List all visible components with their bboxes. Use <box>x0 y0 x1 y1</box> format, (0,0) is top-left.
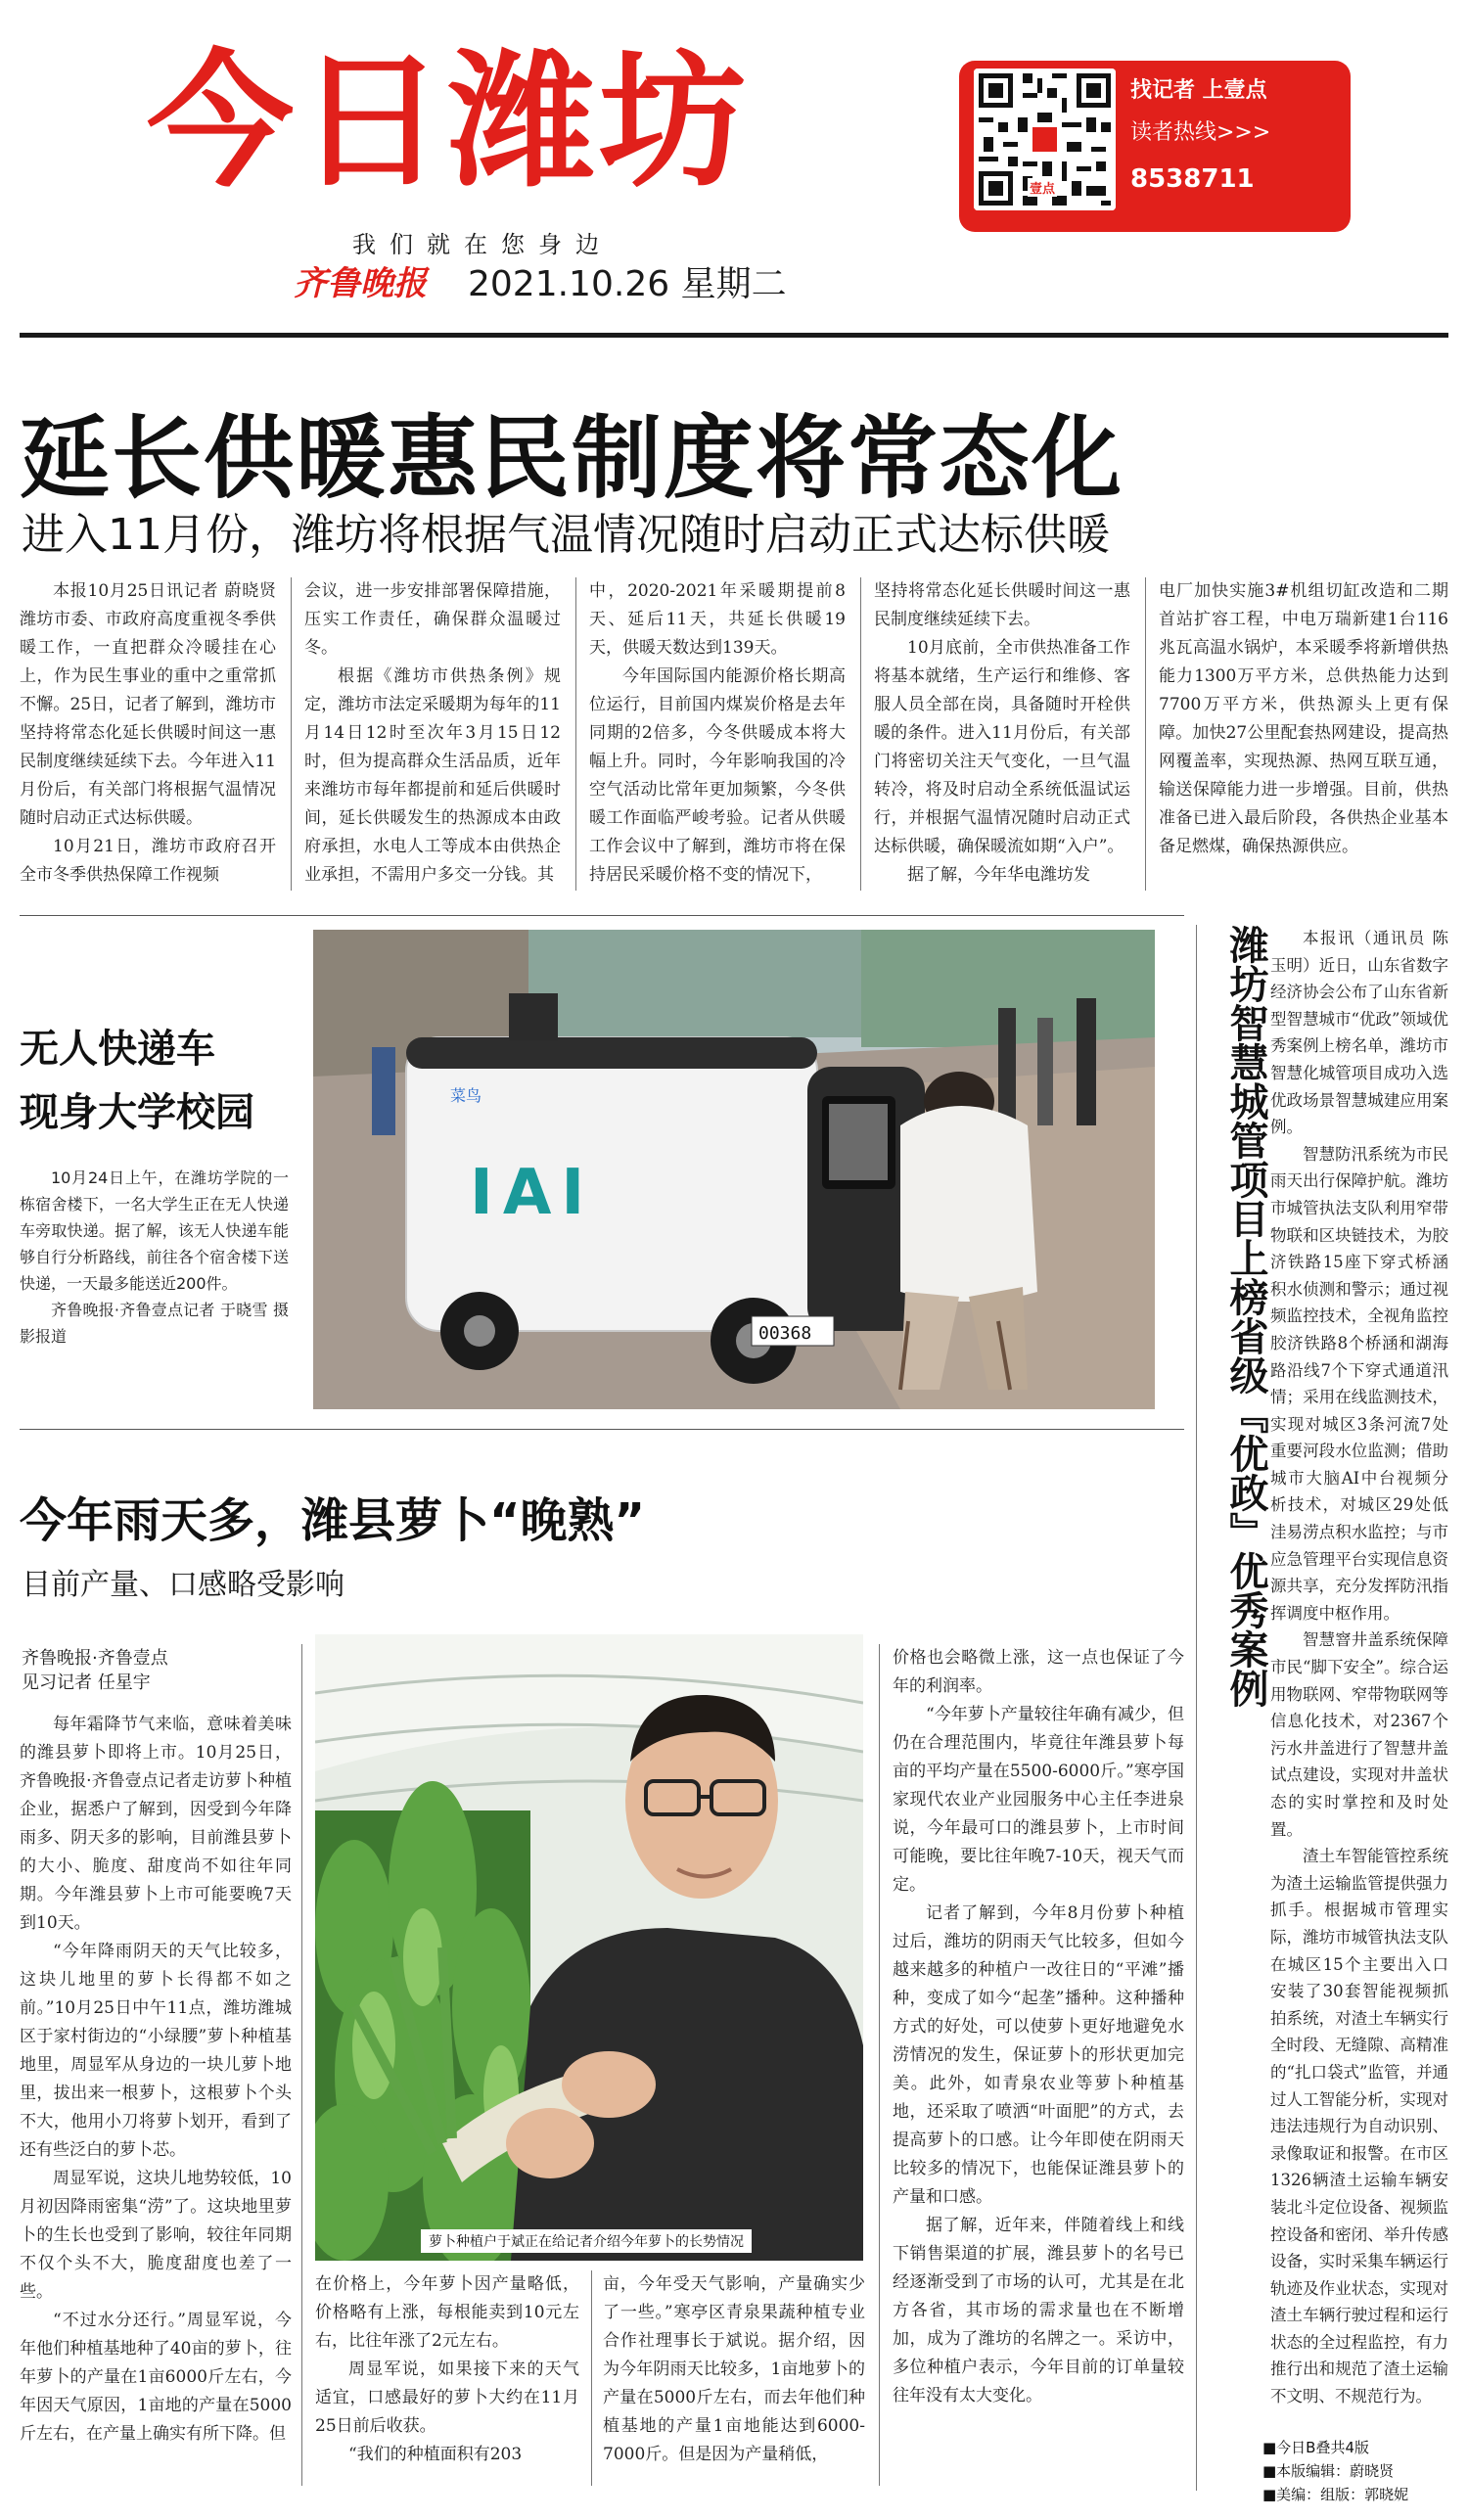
column-divider <box>1145 577 1146 891</box>
column-divider <box>879 1644 880 2486</box>
radish-para: “今年降雨阴天的天气比较多，这块儿地里的萝卜长得都不如之前。”10月25日中午11点，潍坊潍城区于家村街边的“小绿腰”萝卜种植基地里，周显军从身边的一块儿萝卜地里，拔出来一根萝卜，这根萝卜个头不大，他用小刀将萝卜划开，看到了还有些泛白的萝卜芯。 <box>20 1942 292 2160</box>
radish-para: “今年萝卜产量较往年确有减少，但仍在合理范围内，毕竟往年潍县萝卜每亩的平均产量在5500-6000斤。”寒亭国家现代农业产业园服务中心主任李进泉说，今年最可口的潍县萝卜，上市时间可能晚，要比往年晚7-10天，视天气而定。 <box>893 1705 1184 1895</box>
radish-para: “我们的种植面积有203 <box>348 2445 523 2464</box>
lead-col2-para: 根据《潍坊市供热条例》规定，潍坊市法定采暖期为每年的11月14日12时至次年3月15日12时，但为提高群众生活品质，近年来潍坊市每年都提前和延后供暖时间，延长供暖发生的热源成本由政府承担，水电人工等成本由供热企业承担，不需用户多交一分钱。其 <box>304 666 561 885</box>
column-divider <box>575 577 576 891</box>
radish-left-column <box>20 1711 292 2484</box>
radish-para: 周显军说，这块儿地势较低，10月初因降雨密集“涝”了。这块地里萝卜的生长也受到了影响，较往年同期不仅个头不大，脆度甜度也差了一些。 <box>20 2169 292 2302</box>
hotline-line2: 读者热线>>> <box>1130 120 1271 145</box>
column-divider <box>301 1644 302 2486</box>
express-headline-line1: 无人快递车 <box>20 1027 215 1072</box>
qr-brand-label: 壹点 <box>1028 178 1057 197</box>
masthead-rule <box>20 333 1448 338</box>
radish-photo-caption: 萝卜种植户于斌正在给记者介绍今年萝卜的长势情况 <box>421 2229 752 2253</box>
smart-city-para: 智慧窨井盖系统保障市民“脚下安全”。综合运用物联网、窄带物联网等信息化技术，对2367个污水井盖进行了智慧井盖试点建设，实现对井盖状态的实时掌控和及时处置。 <box>1270 1630 1448 1839</box>
lead-column-1 <box>20 577 276 915</box>
lead-col5-para: 电厂加快实施3#机组切缸改造和二期首站扩容工程，中电万瑞新建1台116兆瓦高温水锅炉，本采暖季将新增供热能力1300万平方米，总供热能力达到7700万平方米，供热源头上更有保障。加快27公里配套热网建设，提高热网覆盖率，实现热源、热网互联互通，输送保障能力进一步增强。目前，供热准备已进入最后阶段，各供热企业基本备足燃煤，确保热源供应。 <box>1159 581 1448 856</box>
lead-col4-para: 10月底前，全市供热准备工作将基本就绪，生产运行和维修、客服人员全部在岗，具备随时开栓供暖的条件。进入11月份后，有关部门将密切关注天气变化，一旦气温转冷，将及时启动全系统低温试运行，并根据气温情况随时启动正式达标供暖，确保暖流如期“入户”。 <box>874 638 1130 856</box>
radish-bottom-column-1 <box>315 2270 579 2486</box>
column-divider <box>291 577 292 891</box>
smart-city-para: 渣土车智能管控系统为渣土运输监管提供强力抓手。根据城市管理实际，潍坊市城管执法支队在城区15个主要出入口安装了30套智能视频抓拍系统，对渣土车辆实行全时段、无缝隙、高精准的“扎口袋式”监管，并通过人工智能分析，实现对违法违规行为自动识别、录像取证和报警。在市区1326辆渣土运输车辆安装北斗定位设备、视频监控设备和密闭、举升传感设备，实时采集车辆运行轨迹及作业状态，实现对渣土车辆行驶过程和运行状态的全过程监控，有力推行出和规范了渣土运输不文明、不规范行为。 <box>1270 1847 1448 2406</box>
radish-para: 亩，今年受天气影响，产量确实少了一些。”寒亭区青泉果蔬种植专业合作社理事长于斌说。据介绍，因为今年阴雨天比较多，1亩地萝卜的产量在5000斤左右，而去年他们种植基地的产量1亩地能达到6000-7000斤。但是因为产量稍低， <box>603 2274 865 2464</box>
footer-edition-count: ■今日B叠共4版 <box>1262 2439 1370 2456</box>
express-body-text: 10月24日上午，在潍坊学院的一栋宿舍楼下，一名大学生正在无人快递车旁取快递。据了解，该无人快递车能够自行分析路线，前往各个宿舍楼下送快递，一天最多能送近200件。 <box>20 1168 289 1293</box>
column-divider <box>591 2270 592 2486</box>
radish-right-column <box>893 1644 1184 2486</box>
radish-byline-2: 见习记者 任星宇 <box>22 1672 151 1693</box>
radish-para: 价格也会略微上涨，这一点也保证了今年的利润率。 <box>893 1648 1184 1696</box>
express-headline-line2: 现身大学校园 <box>20 1090 254 1135</box>
radish-subhead: 目前产量、口感略受影响 <box>22 1568 344 1602</box>
newspaper-name: 齐鲁晚报 <box>294 264 427 303</box>
lead-column-3 <box>589 577 846 915</box>
lead-column-5 <box>1159 577 1448 915</box>
hotline-number[interactable]: 8538711 <box>1130 164 1255 194</box>
lead-column-4 <box>874 577 1130 915</box>
lead-col1-para: 本报10月25日讯记者 蔚晓贤 潍坊市委、市政府高度重视冬季供暖工作，一直把群众冷暖挂在心上，作为民生事业的重中之重常抓不懈。25日，记者了解到，潍坊市坚持将常态化延长供暖时间这一惠民制度继续延续下去。今年进入11月份后，有关部门将根据气温情况随时启动正式达标供暖。 <box>20 581 276 828</box>
lead-headline: 延长供暖惠民制度将常态化 <box>20 406 1124 511</box>
express-body <box>20 1165 289 1380</box>
masthead-slogan: 我们就在您身边 <box>352 231 613 258</box>
radish-farmer-photo <box>315 1634 863 2261</box>
lead-col4-para: 坚持将常态化延长供暖时间这一惠民制度继续延续下去。 <box>874 581 1130 629</box>
vehicle-brand-logo: 菜鸟 <box>450 1086 482 1105</box>
radish-para: 周显军说，如果接下来的天气适宜，口感最好的萝卜大约在11月25日前后收获。 <box>315 2360 579 2436</box>
express-vehicle-photo <box>313 930 1155 1409</box>
radish-para: 记者了解到，今年8月份萝卜种植过后，潍坊的阴雨天气比较多，但如今越来越多的种植户一改往日的“平滩”播种，变成了如今“起垄”播种。这种播种方式的好处，可以使萝卜更好地避免水涝情况的发生，保证萝卜的形状更加完美。此外，如青泉农业等萝卜种植基地，还采取了喷洒“叶面肥”的方式，去提高萝卜的口感。让今年即使在阴雨天比较多的情况下，也能保证潍县萝卜的产量和口感。 <box>893 1903 1184 2207</box>
lead-col1-para: 10月21日，潍坊市政府召开全市冬季供热保障工作视频 <box>20 837 276 885</box>
lead-col4-para: 据了解，今年华电潍坊发 <box>907 865 1090 885</box>
express-byline: 齐鲁晚报·齐鲁壹点记者 于晓雪 摄影报道 <box>20 1301 289 1346</box>
radish-para: “不过水分还行。”周显军说，今年他们种植基地种了40亩的萝卜，往年萝卜的产量在1亩6000斤左右，今年因天气原因，1亩地的产量在5000斤左右，在产量上确实有所下降。但 <box>20 2311 292 2444</box>
smart-city-headline: 潍坊智慧城管项目上榜省级『优政』优秀案例 <box>1223 925 1268 1708</box>
hotline-line1: 找记者 上壹点 <box>1130 78 1267 103</box>
lead-col3-para: 今年国际国内能源价格长期高位运行，目前国内煤炭价格是去年同期的2倍多，今冬供暖成本将大幅上升。同时，今年影响我国的冷空气活动比常年更加频繁，今冬供暖工作面临严峻考验。记者从供暖工作会议中了解到，潍坊市将在保持居民采暖价格不变的情况下， <box>589 666 846 885</box>
vehicle-plate: 00368 <box>758 1323 812 1344</box>
column-divider <box>1196 925 1197 2491</box>
radish-byline-1: 齐鲁晚报·齐鲁壹点 <box>22 1648 168 1669</box>
radish-bottom-column-2 <box>603 2270 865 2486</box>
smart-city-para: 智慧防汛系统为市民雨天出行保障护航。潍坊市城管执法支队利用窄带物联和区块链技术，为胶济铁路15座下穿式桥涵积水侦测和警示；通过视频监控技术，全视角监控胶济铁路8个桥涵和湖海路沿线7个下穿式通道汛情；采用在线监测技术，实现对城区3条河流7处重要河段水位监测；借助城市大脑AI中台视频分析技术，对城区29处低洼易涝点积水监控；与市应急管理平台实现信息资源共享，充分发挥防汛指挥调度中枢作用。 <box>1270 1144 1448 1623</box>
radish-para: 每年霜降节气来临，意味着美味的潍县萝卜即将上市。10月25日，齐鲁晚报·齐鲁壹点记者走访萝卜种植企业，据悉户了解到，因受到今年降雨多、阴天多的影响，目前潍县萝卜的大小、脆度、甜度尚不如往年同期。今年潍县萝卜上市可能要晚7天到10天。 <box>20 1715 292 1933</box>
radish-para: 据了解，近年来，伴随着线上和线下销售渠道的扩展，潍县萝卜的名号已经逐渐受到了市场的认可，尤其是在北方各省，其市场的需求量也在不断增加，成为了潍坊的名牌之一。采访中，多位种植户表示，今年目前的订单量较往年没有太大变化。 <box>893 2216 1184 2405</box>
lead-column-2 <box>304 577 561 915</box>
vehicle-graphic-letters: IAI <box>470 1157 595 1229</box>
lead-col2-para: 会议，进一步安排部署保障措施，压实工作责任，确保群众温暖过冬。 <box>304 581 561 658</box>
section-rule <box>20 915 1184 916</box>
footer-editor: ■本版编辑：蔚晓贤 <box>1262 2462 1395 2480</box>
lead-col3-para: 中，2020-2021年采暖期提前8天、延后11天，共延长供暖19天，供暖天数达到139天。 <box>589 581 846 658</box>
issue-date: 2021.10.26 星期二 <box>468 264 787 304</box>
lead-subhead: 进入11月份，潍坊将根据气温情况随时启动正式达标供暖 <box>22 510 1110 560</box>
masthead-title: 今日潍坊 <box>147 37 751 207</box>
smart-city-para: 本报讯（通讯员 陈玉明）近日，山东省数字经济协会公布了山东省新型智慧城市“优政”领域优秀案例上榜名单，潍坊市智慧化城管项目成功入选优政场景智慧城建应用案例。 <box>1270 929 1448 1137</box>
footer-designer: ■美编：组版：郭晓妮 <box>1262 2486 1409 2503</box>
radish-headline: 今年雨天多，潍县萝卜“晚熟” <box>20 1493 646 1548</box>
section-rule <box>20 1429 1184 1430</box>
smart-city-body <box>1270 925 1448 2432</box>
column-divider <box>860 577 861 891</box>
radish-para: 在价格上，今年萝卜因产量略低，价格略有上涨，每根能卖到10元左右，比往年涨了2元左右。 <box>315 2274 579 2351</box>
